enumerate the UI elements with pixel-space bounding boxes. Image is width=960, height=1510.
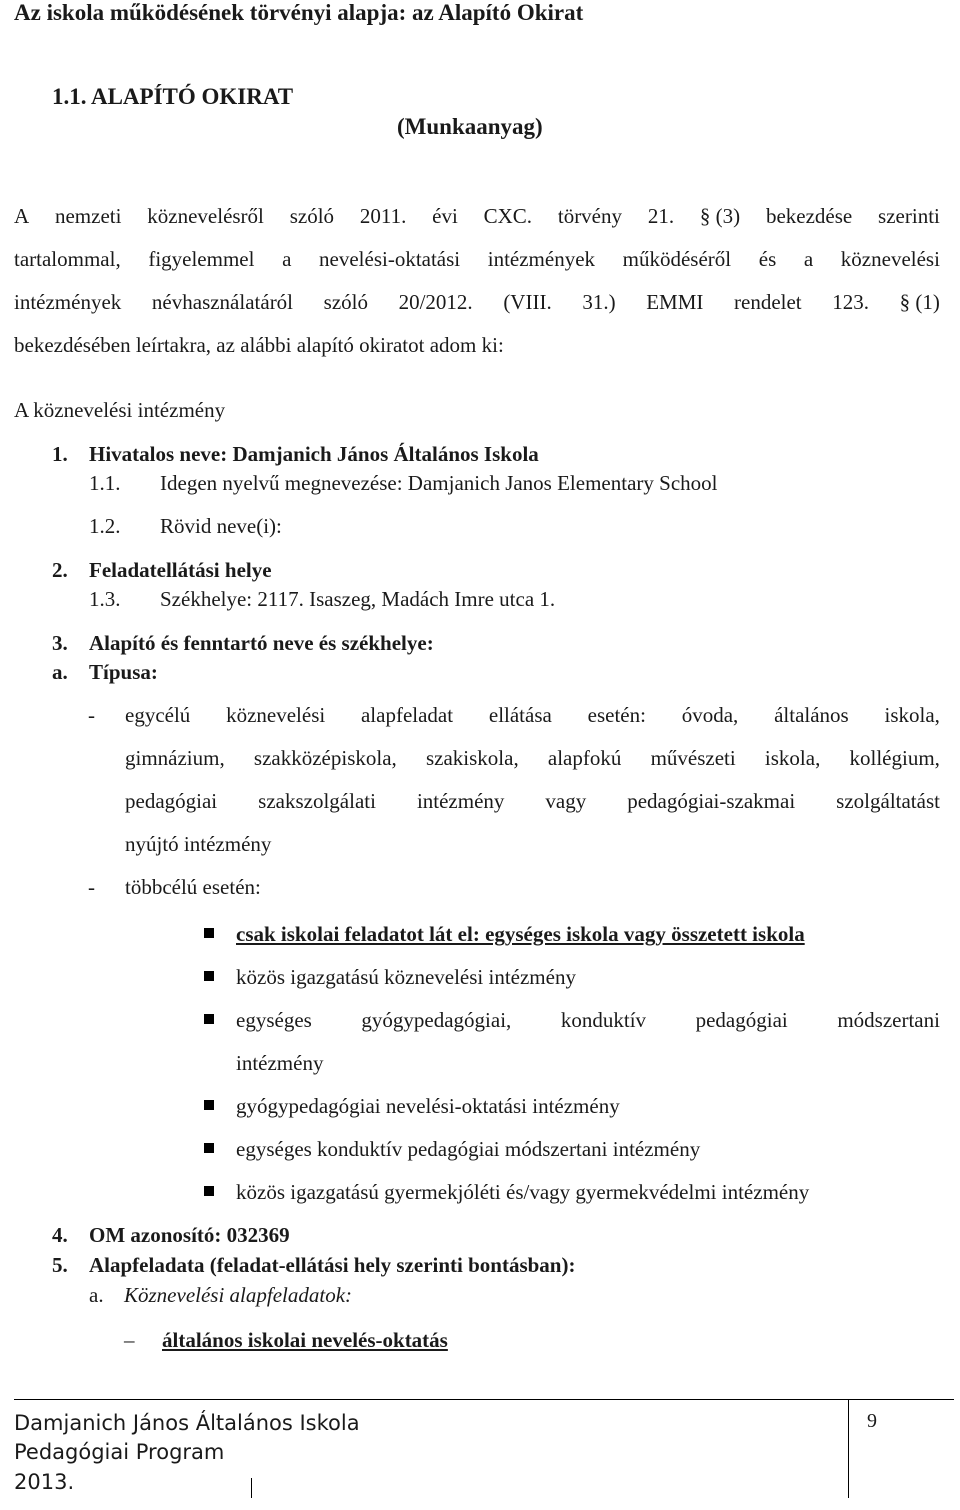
- word: pedagógiai: [125, 789, 218, 813]
- word: a: [282, 247, 292, 271]
- footer-divider: [14, 1399, 954, 1400]
- word: művészeti: [650, 746, 736, 770]
- word: gimnázium,: [125, 746, 225, 770]
- dash-marker: -: [88, 703, 95, 727]
- word: CXC.: [483, 204, 533, 228]
- section-3-number: 3.: [52, 631, 68, 655]
- section-1-1-foreign-name: Idegen nyelvű megnevezése: Damjanich Janos Elementary School: [160, 471, 718, 495]
- section-2-location: Feladatellátási helye: [89, 558, 272, 582]
- section-1-3-number: 1.3.: [89, 587, 121, 611]
- square-item-text: gyógypedagógiai nevelési-oktatási intézmény: [236, 1094, 620, 1118]
- word: pedagógiai: [695, 1008, 788, 1032]
- footer-year: 2013.: [14, 1470, 75, 1494]
- square-item-text: közös igazgatású gyermekjóléti és/vagy gyermekvédelmi intézmény: [236, 1180, 810, 1204]
- section-1-2-number: 1.2.: [89, 514, 121, 538]
- text-line: [14, 281, 940, 324]
- square-item: [202, 999, 940, 1085]
- square-item-text: egységes konduktív pedagógiai módszertani intézmény: [236, 1137, 701, 1161]
- word: bekezdése: [765, 204, 853, 228]
- text-line: [125, 823, 940, 866]
- word: konduktív: [560, 1008, 647, 1032]
- section-4-om-id: OM azonosító: 032369: [89, 1223, 290, 1247]
- word: esetén:: [587, 703, 646, 727]
- section-5a-number: a.: [89, 1283, 104, 1307]
- word: köznevelési: [840, 247, 940, 271]
- word: gyógypedagógiai,: [361, 1008, 512, 1032]
- text-cursor: [251, 1478, 252, 1498]
- word: alapfokú: [547, 746, 622, 770]
- page-number: 9: [867, 1410, 877, 1432]
- word: intézmények: [487, 247, 596, 271]
- section-1-2-short-name: Rövid neve(i):: [160, 514, 282, 538]
- square-bullet-icon: [204, 1143, 214, 1153]
- word: szolgáltatást: [836, 789, 940, 813]
- dash-item-single-purpose: [88, 694, 940, 866]
- section-4-number: 4.: [52, 1223, 68, 1247]
- word: EMMI: [646, 290, 704, 314]
- word: kollégium,: [849, 746, 940, 770]
- word: iskola,: [764, 746, 821, 770]
- document-subtitle: (Munkaanyag): [397, 114, 543, 139]
- square-item: [202, 1171, 940, 1214]
- page-heading: Az iskola működésének törvényi alapja: az Alapító Okirat: [14, 0, 584, 25]
- document-title: 1.1. ALAPÍTÓ OKIRAT: [52, 84, 294, 109]
- long-dash-marker: –: [124, 1328, 135, 1352]
- word: egységes: [236, 1008, 312, 1032]
- text-line: [125, 694, 940, 737]
- word: évi: [432, 204, 458, 228]
- word: nemzeti: [54, 204, 122, 228]
- text-line: [14, 238, 940, 281]
- word: törvény: [557, 204, 623, 228]
- word: intézmény: [236, 1051, 324, 1075]
- word: szerinti: [878, 204, 940, 228]
- intro-paragraph: [14, 195, 940, 367]
- word: § (3): [699, 204, 741, 228]
- word: működéséről: [622, 247, 732, 271]
- word: pedagógiai-szakmai: [627, 789, 796, 813]
- square-bullet-icon: [204, 1014, 214, 1024]
- section-1-official-name: Hivatalos neve: Damjanich János Általános Iskola: [89, 442, 539, 466]
- square-item: [202, 1085, 940, 1128]
- word: vagy: [545, 789, 587, 813]
- word: módszertani: [837, 1008, 940, 1032]
- square-bullet-icon: [204, 928, 214, 938]
- word: A: [14, 204, 30, 228]
- word: ellátása: [488, 703, 552, 727]
- word: intézmény: [416, 789, 505, 813]
- dash-item-text: [125, 694, 940, 866]
- word: alapfeladat: [360, 703, 454, 727]
- section-1-3-seat: Székhelye: 2117. Isaszeg, Madách Imre utca 1.: [160, 587, 556, 611]
- word: névhasználatáról: [151, 290, 294, 314]
- word: nevelési-oktatási: [319, 247, 461, 271]
- text-line: [14, 195, 940, 238]
- type-dash-list: [88, 694, 940, 909]
- section-5-basic-tasks: Alapfeladata (feladat-ellátási hely szerinti bontásban):: [89, 1253, 576, 1277]
- dash-marker: -: [88, 875, 95, 899]
- text-line: [14, 324, 940, 367]
- word: szóló: [323, 290, 368, 314]
- word: szóló: [289, 204, 335, 228]
- square-item-text: csak iskolai feladatot lát el: egységes iskola vagy összetett iskola: [236, 922, 805, 946]
- word: 31.): [582, 290, 616, 314]
- dash-item-text: többcélú esetén:: [125, 875, 261, 899]
- section-3-founder: Alapító és fenntartó neve és székhelye:: [89, 631, 434, 655]
- section-5a-item: általános iskolai nevelés-oktatás: [162, 1328, 448, 1352]
- text-line: [236, 1042, 940, 1085]
- word: intézmények: [14, 290, 122, 314]
- word: egycélú: [125, 703, 191, 727]
- section-2-number: 2.: [52, 558, 68, 582]
- word: szakszolgálati: [258, 789, 376, 813]
- section-a-number: a.: [52, 660, 68, 684]
- word: iskola,: [884, 703, 940, 727]
- dash-item-multi-purpose: [88, 866, 940, 909]
- section-a-type: Típusa:: [89, 660, 158, 684]
- word: 2011.: [359, 204, 407, 228]
- footer-school-name: Damjanich János Általános Iskola: [14, 1411, 360, 1435]
- word: köznevelési: [226, 703, 326, 727]
- square-item: [202, 956, 940, 999]
- section-1-1-number: 1.1.: [89, 471, 121, 495]
- word: 21.: [647, 204, 675, 228]
- word: szakiskola,: [425, 746, 519, 770]
- word: és: [758, 247, 777, 271]
- word: köznevelésről: [147, 204, 264, 228]
- square-item-text: [236, 999, 940, 1085]
- text-line: [236, 999, 940, 1042]
- footer-page-divider: [848, 1400, 849, 1498]
- word: 20/2012.: [398, 290, 473, 314]
- text-line: [125, 737, 940, 780]
- word: szakközépiskola,: [253, 746, 397, 770]
- section-5-number: 5.: [52, 1253, 68, 1277]
- word: § (1): [899, 290, 940, 314]
- type-square-list: [202, 913, 940, 1214]
- word: bekezdésében leírtakra, az alábbi alapító okiratot adom ki:: [14, 333, 504, 357]
- footer-program-name: Pedagógiai Program: [14, 1440, 225, 1464]
- square-item: [202, 913, 940, 956]
- institution-label: A köznevelési intézmény: [14, 398, 226, 422]
- square-bullet-icon: [204, 1100, 214, 1110]
- square-item: [202, 1128, 940, 1171]
- square-bullet-icon: [204, 971, 214, 981]
- square-item-text: közös igazgatású köznevelési intézmény: [236, 965, 576, 989]
- word: 123.: [832, 290, 869, 314]
- section-1-number: 1.: [52, 442, 68, 466]
- word: tartalommal,: [14, 247, 121, 271]
- section-5a-heading: Köznevelési alapfeladatok:: [124, 1283, 353, 1307]
- word: általános: [774, 703, 849, 727]
- word: nyújtó intézmény: [125, 832, 272, 856]
- word: rendelet: [734, 290, 802, 314]
- word: (VIII.: [503, 290, 552, 314]
- word: a: [803, 247, 814, 271]
- square-bullet-icon: [204, 1186, 214, 1196]
- word: óvoda,: [681, 703, 739, 727]
- word: figyelemmel: [148, 247, 255, 271]
- text-line: [125, 780, 940, 823]
